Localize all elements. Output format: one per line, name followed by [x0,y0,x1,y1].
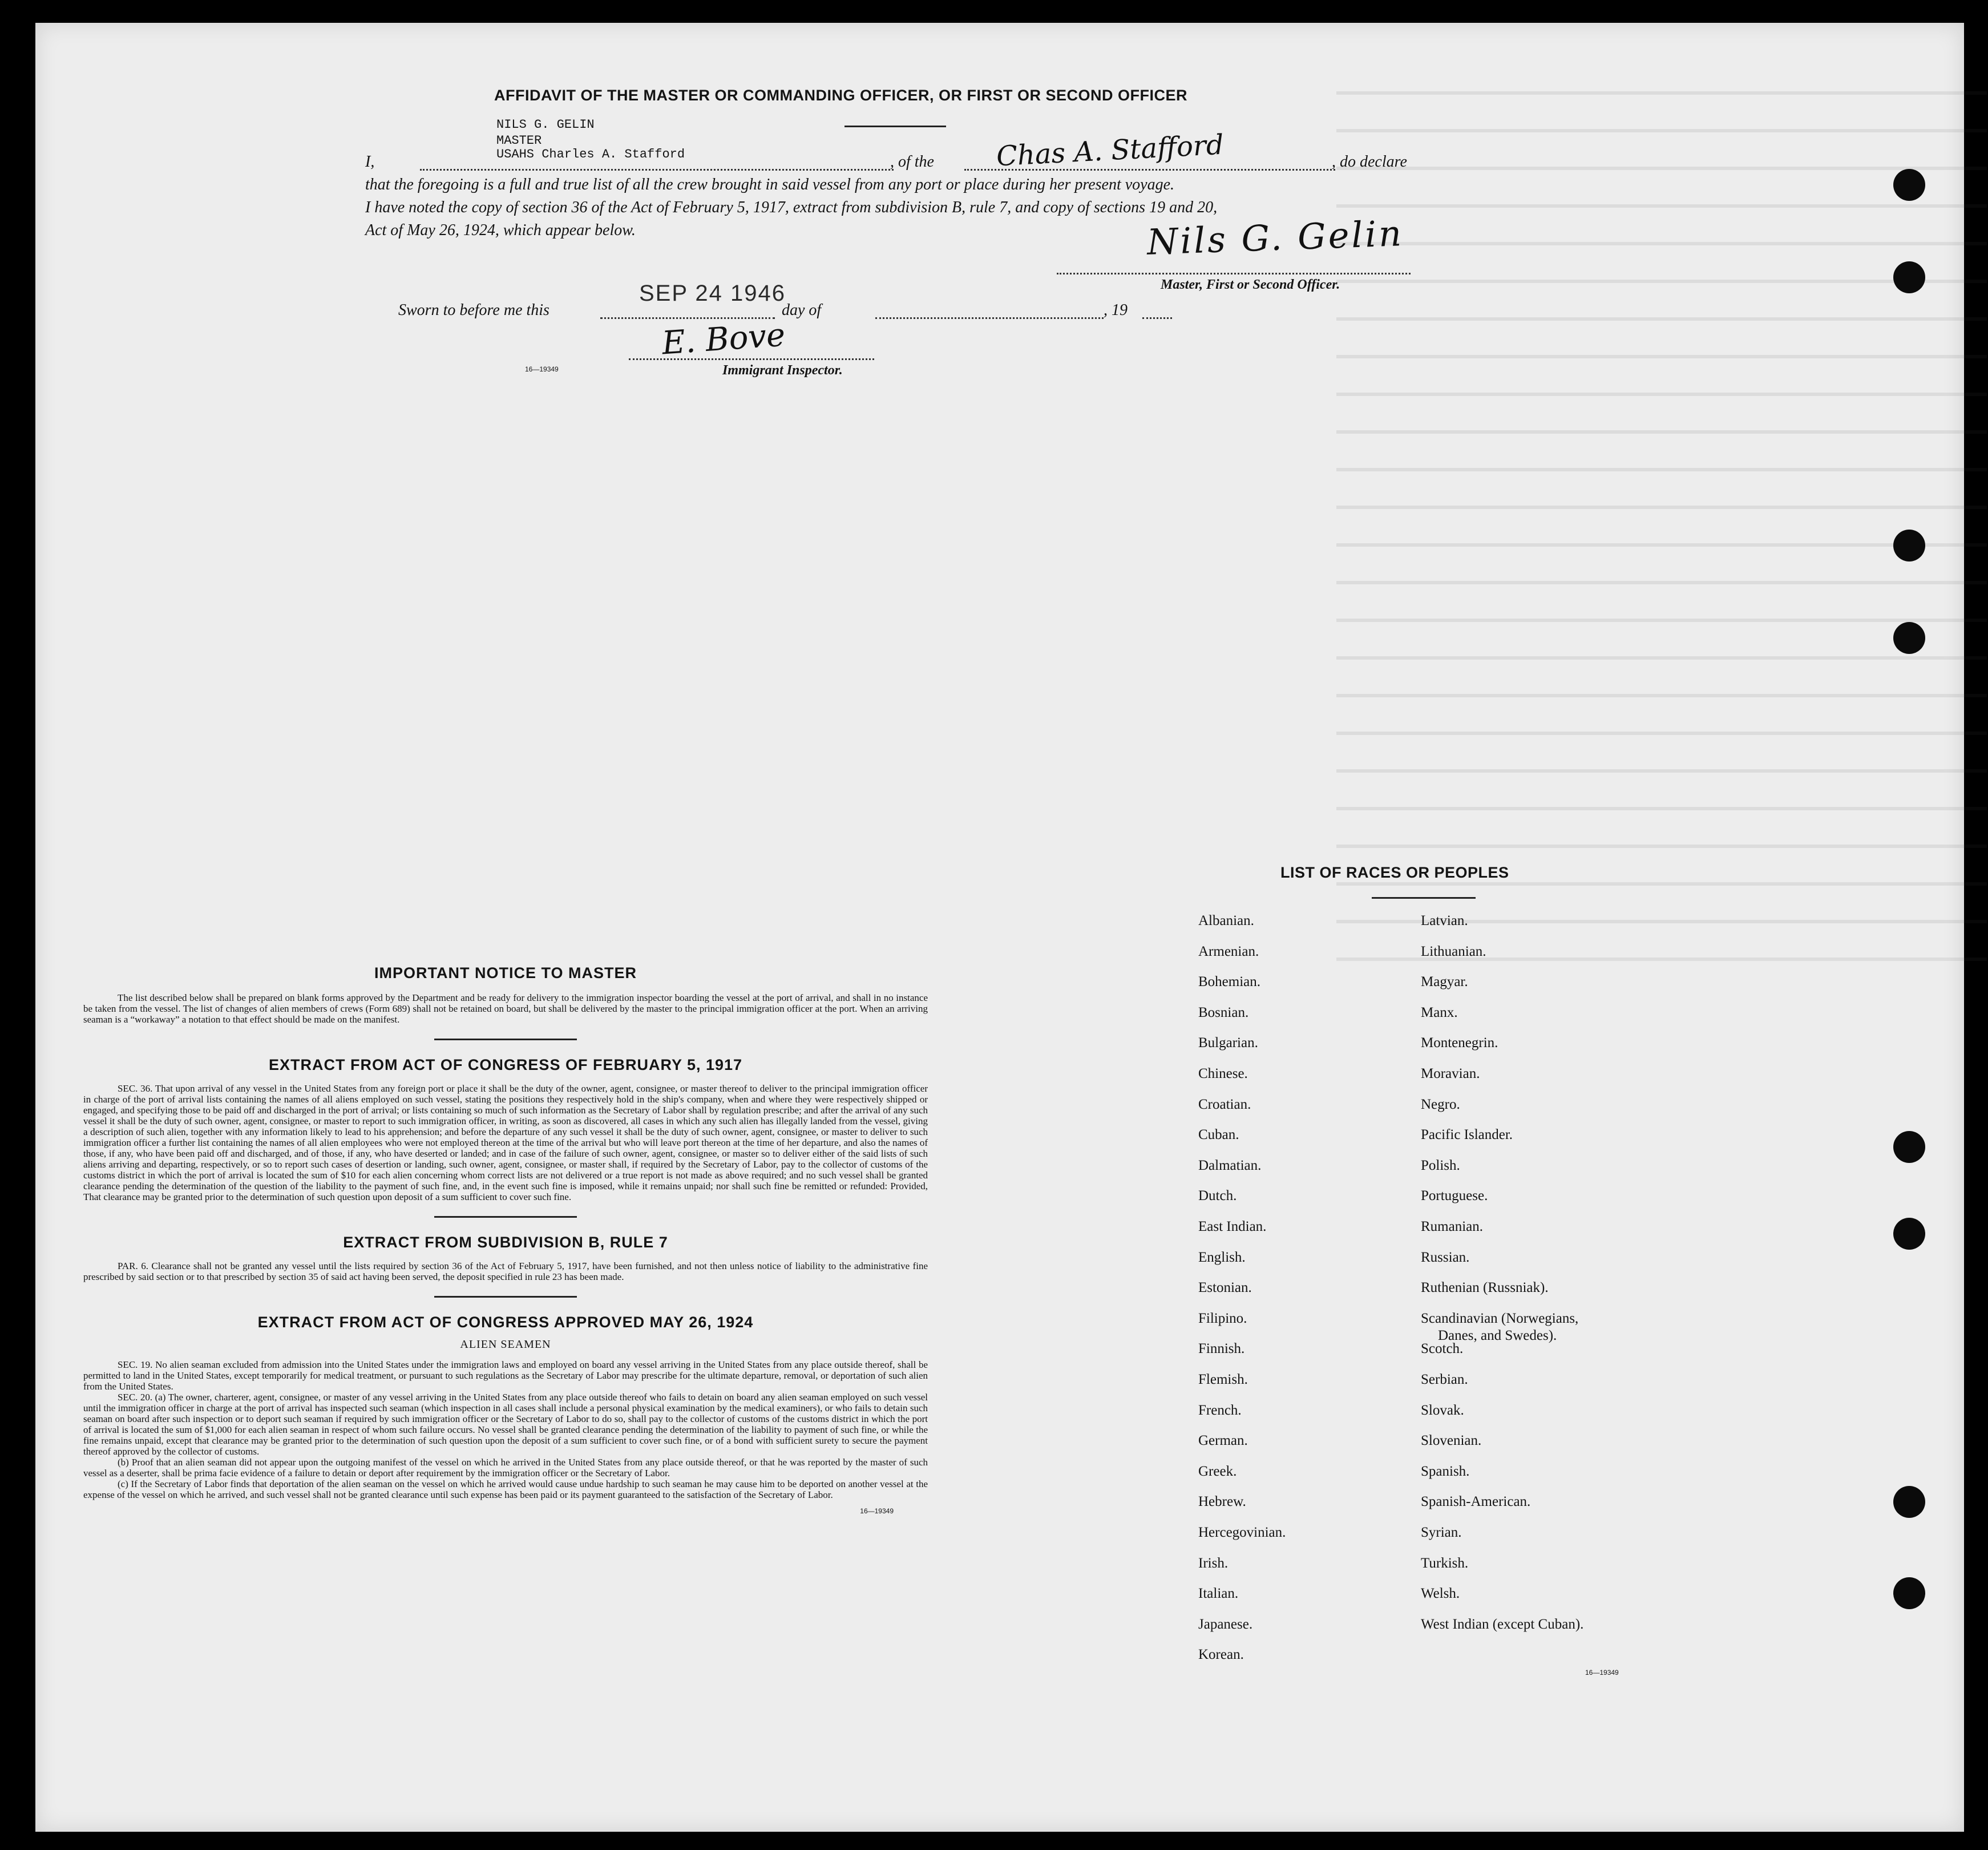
sec-20b-text: (b) Proof that an alien seaman did not appear upon the outgoing manifest of the vessel on which he arrived in the United States from any place outside thereof, or that he was reported by the master of such vessel as a deserter, shall be prima facie evidence of a failure to detain or deport after requirement by the immigration officer or the Secretary of Labor. [83,1457,928,1479]
race-item: Croatian. [1198,1096,1251,1112]
race-item: East Indian. [1198,1219,1267,1234]
race-item: Ruthenian (Russniak). [1421,1280,1549,1296]
document-page [35,23,1964,1832]
race-item: Moravian. [1421,1066,1480,1081]
race-item: Danes, and Swedes). [1438,1327,1557,1343]
year-label: , 19 [1104,301,1128,319]
year-line [1142,317,1172,319]
inspector-caption: Immigrant Inspector. [722,363,843,378]
race-item: Japanese. [1198,1616,1253,1632]
typed-vessel: USAHS Charles A. Stafford [496,147,685,161]
affidavit-line-2: that the foregoing is a full and true list of all the crew brought in said vessel from any port or place during her present voyage. [365,176,1175,193]
master-signature-line [1057,273,1411,274]
sworn-label: Sworn to before me this [398,301,549,319]
race-item: Greek. [1198,1463,1237,1479]
race-item: Negro. [1421,1096,1460,1112]
race-item: Finnish. [1198,1341,1245,1357]
extract-1924-title: EXTRACT FROM ACT OF CONGRESS APPROVED MAY 26, 1924 [257,1314,754,1331]
punch-hole [1893,530,1925,562]
punch-hole [1893,1577,1925,1609]
date-stamp: SEP 24 1946 [639,281,786,306]
sec-20a-text: SEC. 20. (a) The owner, charterer, agent, consignee, or master of any vessel arriving in the United States from any place outside thereof who fails to detain on board any alien seaman employed on such vessel until the immigration officer in charge at the port of arrival has inspected such seaman (which inspection in all cases shall include a personal physical examination by the medical examiners), or who fails to detain such seaman on board after such inspection or to deport such seaman if required by such immigration officer or the Secretary of Labor to do so, shall pay to the collector of customs of the customs district in which the port of arrival is located the sum of $1,000 for each alien seaman in respect of whom such failure occurs. No vessel shall be granted clearance pending the determination of the liability to payment of such fine, or while the fine remains unpaid, except that clearance may be granted prior to the determination of such question upon the deposit of a sum sufficient to cover such fine, or of a bond with sufficient surety to secure the payment thereof approved by the collector of customs. [83,1392,928,1457]
races-title: LIST OF RACES OR PEOPLES [1280,864,1509,881]
race-item: Estonian. [1198,1280,1252,1296]
inspector-signature-line [629,358,874,360]
race-item: West Indian (except Cuban). [1421,1616,1584,1632]
race-item: English. [1198,1249,1246,1265]
name-rule [845,126,946,127]
race-item: Slovenian. [1421,1433,1482,1449]
affidavit-line-4: Act of May 26, 1924, which appear below. [365,221,636,239]
extract-1917-body: SEC. 36. That upon arrival of any vessel in the United States from any foreign port or place it shall be the duty of the owner, agent, consignee, or master thereof to deliver to the principal immigration officer in charge of the port of arrival lists containing the names of all aliens employed on such vessel, stating the positions they respectively hold in the ship's company, when and where they were respectively shipped or engaged, and specifying those to be paid off and discharged in the port of arrival; or lists containing so much of such information as the Secretary of Labor shall by regulation prescribe; and after the arrival of any such vessel it shall be the duty of such owner, agent, consignee, or master to report to such immigration officer, in writing, as soon as discovered, all cases in which any such alien has illegally landed from the vessel, giving a description of such alien, together with any information likely to lead to his apprehension; and before the departure of any such vessel it shall be the duty of such owner, agent, consignee, or master to deliver to such immigration officer a further list containing the names of all alien employees who were not employed thereon at the time of the arrival but who will leave port thereon at the time of her departure, and also the names of those, if any, who have been paid off and discharged, and of those, if any, who have deserted or landed; and in case of the failure of such owner, agent, consignee, or master so to deliver either of the said lists of such aliens arriving and departing, respectively, or so to report such cases of desertion or landing, such owner, agent, consignee, or master shall, if required by the Secretary of Labor, pay to the collector of customs of the customs district in which the port of arrival is located the sum of $10 for each alien concerning whom correct lists are not delivered or a true report is not made as above required; and no such vessel shall be granted clearance pending the determination of the question of the liability to the payment of such fine, and, in the event such fine is imposed, while it remains unpaid; nor shall such fine be remitted or refunded: Provided, That clearance may be granted prior to the determination of such question upon deposit of a sum sufficient to cover such fine. [83,1083,928,1202]
race-item: Dalmatian. [1198,1157,1262,1173]
month-line [875,317,1104,319]
race-item: Bosnian. [1198,1004,1249,1020]
race-item: Rumanian. [1421,1219,1484,1234]
section-divider [434,1216,577,1218]
alien-seamen-subtitle: ALIEN SEAMEN [460,1338,551,1351]
legal-column [83,964,928,1515]
affidavit-line-3: I have noted the copy of section 36 of the Act of February 5, 1917, extract from subdivision B, rule 7, and copy of sections 19 and 20, [365,199,1218,216]
race-item: Lithuanian. [1421,943,1486,959]
race-item: Latvian. [1421,913,1468,928]
extract-form-number: 16—19349 [860,1507,894,1515]
punch-hole [1893,261,1925,293]
races-title-rule [1372,897,1476,899]
punch-hole [1893,1486,1925,1518]
race-item: Armenian. [1198,943,1259,959]
race-item: Irish. [1198,1555,1229,1571]
typed-rank: MASTER [496,134,542,148]
race-item: Portuguese. [1421,1188,1488,1204]
race-item: German. [1198,1433,1248,1449]
race-item: Russian. [1421,1249,1470,1265]
rule-7-title: EXTRACT FROM SUBDIVISION B, RULE 7 [343,1234,668,1251]
sec-19-text: SEC. 19. No alien seaman excluded from admission into the United States under the immigration laws and employed on board any vessel arriving in the United States from any place outside thereof, shall be permitted to land in the United States, except temporarily for medical treatment, or pursuant to such regulations as the Secretary of Labor may prescribe for the ultimate departure, removal, or deportation of such alien from the United States. [83,1359,928,1392]
race-item: Scotch. [1421,1341,1464,1357]
rule-7-body: PAR. 6. Clearance shall not be granted any vessel until the lists required by section 36 of the Act of February 5, 1917, have been furnished, and not then unless notice of liability to the administrative fine prescribed by said section or to that prescribed by section 35 of said act having been served, the deposit specified in rule 23 has been made. [83,1261,928,1282]
section-divider [434,1039,577,1040]
race-item: Polish. [1421,1157,1460,1173]
affidavit-form-number: 16—19349 [525,365,559,373]
do-declare-label: , do declare [1332,153,1407,171]
race-item: Welsh. [1421,1586,1460,1602]
race-item: Filipino. [1198,1310,1247,1326]
name-dotted-line [420,169,894,171]
race-item: Italian. [1198,1586,1239,1602]
of-the-label: , of the [890,153,934,171]
punch-hole [1893,169,1925,201]
day-of-label: day of [782,301,822,319]
race-item: Albanian. [1198,913,1254,928]
i-label: I, [365,153,375,171]
race-item: Hebrew. [1198,1494,1246,1510]
sec-20c-text: (c) If the Secretary of Labor finds that deportation of the alien seaman on the vessel on which he arrived would cause undue hardship to such seaman he may cause him to be deported on another vessel at the expense of the vessel on which he arrived, and such vessel shall not be granted clearance until such expense has been paid or its payment guaranteed to the satisfaction of the Secretary of Labor. [83,1479,928,1500]
race-item: Slovak. [1421,1402,1464,1418]
race-item: Syrian. [1421,1525,1462,1540]
race-item: Spanish. [1421,1463,1470,1479]
race-item: Dutch. [1198,1188,1237,1204]
race-item: Hercegovinian. [1198,1525,1286,1540]
race-item: Korean. [1198,1647,1244,1663]
race-item: Spanish-American. [1421,1494,1531,1510]
punch-hole [1893,1218,1925,1250]
extract-1917-title: EXTRACT FROM ACT OF CONGRESS OF FEBRUARY 5, 1917 [268,1056,743,1073]
race-item: Montenegrin. [1421,1035,1498,1051]
race-item: Serbian. [1421,1372,1468,1387]
handwritten-vessel: Chas A. Stafford [995,128,1225,173]
notice-body: The list described below shall be prepared on blank forms approved by the Department and be ready for delivery to the immigration inspector boarding the vessel at the port of arrival, and shall in no instance be taken from the vessel. The list of changes of alien members of crews (Form 689) shall not be retained on board, but shall be delivered by the master to the principal immigration officer at the port. When an arriving seaman is a “workaway” a notation to that effect should be made on the manifest. [83,992,928,1025]
race-item: Bulgarian. [1198,1035,1258,1051]
race-item: Turkish. [1421,1555,1469,1571]
race-item: Chinese. [1198,1066,1248,1081]
typed-name: NILS G. GELIN [496,118,595,132]
master-caption: Master, First or Second Officer. [1161,277,1340,292]
race-item: Magyar. [1421,974,1468,990]
race-item: Flemish. [1198,1372,1248,1387]
affidavit-title: AFFIDAVIT OF THE MASTER OR COMMANDING OFFICER, OR FIRST OR SECOND OFFICER [494,87,1187,104]
race-item: Manx. [1421,1004,1458,1020]
inspector-signature: E. Bove [660,316,787,362]
race-item: Pacific Islander. [1421,1127,1513,1143]
punch-hole [1893,1131,1925,1163]
race-item: Bohemian. [1198,974,1261,990]
race-item: French. [1198,1402,1242,1418]
punch-hole [1893,622,1925,654]
race-item: Cuban. [1198,1127,1239,1143]
race-item: Scandinavian (Norwegians, [1421,1310,1579,1326]
races-form-number: 16—19349 [1585,1669,1619,1677]
notice-title: IMPORTANT NOTICE TO MASTER [374,964,637,981]
master-signature: Nils G. Gelin [1146,212,1405,263]
section-divider [434,1296,577,1298]
